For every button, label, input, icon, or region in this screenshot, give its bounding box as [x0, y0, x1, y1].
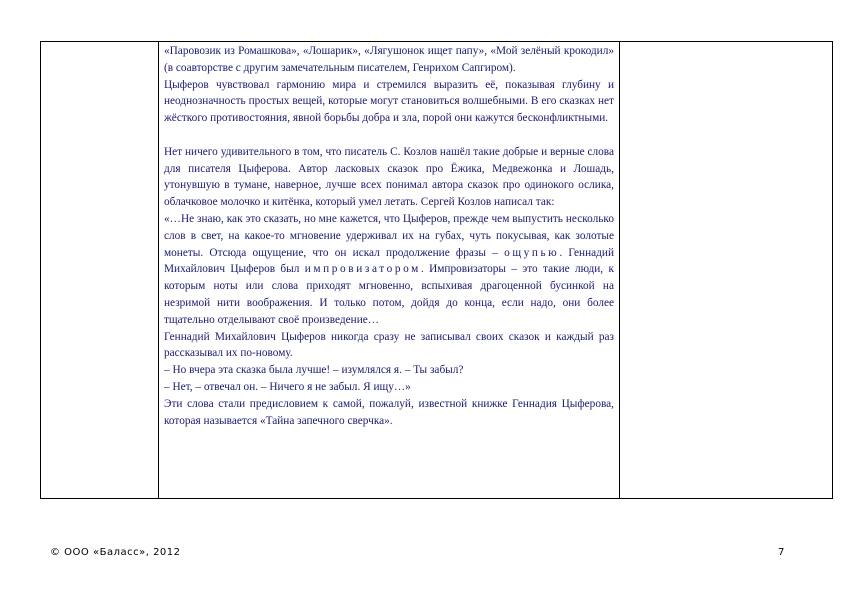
paragraph: «Паровозик из Ромашкова», «Лошарик», «Лягушонок ищет папу», «Мой зелёный крокодил» (в соавторстве с другим замечательным писателем, Генрихом Сапгиром). [164, 45, 614, 74]
right-column-cell [620, 42, 833, 499]
paragraph: Геннадий Михайлович Цыферов никогда сразу не записывал своих сказок и каждый раз рассказывал их по-новому. [164, 330, 614, 360]
article-text [159, 42, 619, 429]
quote-text: . Геннадий Михайлович Цыферов был [164, 246, 614, 276]
quote-text: «…Не знаю, как это сказать, но мне кажется, что Цыферов, прежде чем выпустить несколько слов в свет, на какое-то мгновение удерживал их на губах, чуть покусывая, как золотые монеты. Отсюда ощущение, что он искал продолжение фразы – [164, 212, 614, 259]
copyright-footer: © ООО «Баласс», 2012 [50, 547, 181, 558]
spaced-word: импровизатором [304, 263, 421, 276]
left-column-cell [41, 42, 159, 499]
table-row [41, 42, 833, 499]
page-number: 7 [778, 547, 785, 558]
spaced-word: ощупью [504, 246, 560, 259]
quote-text: . Импровизаторы – это такие люди, к которым ноты или слова приходят мгновенно, вспыхивая драгоценной бусинкой на незримой нити воображения. И только потом, дойдя до конца, если надо, они более тщательно отделывают своё произведение… [164, 263, 614, 326]
dialogue-line: – Нет, – отвечал он. – Ничего я не забыл. Я ищу…» [164, 380, 411, 393]
paragraph: Нет ничего удивительного в том, что писатель С. Козлов нашёл такие добрые и верные слова для писателя Цыферова. Автор ласковых сказок про Ёжика, Медвежонка и Лошадь, утонувшую в тумане, наверное, лучше всех понимал автора сказок про одинокого ослика, облачковое молочко и китёнка, который умел летать. Сергей Козлов написал так: [164, 145, 614, 209]
paragraph: Цыферов чувствовал гармонию мира и стремился выразить её, показывая глубину и неоднозначность простых вещей, которые могут становиться волшебными. В его сказках нет жёсткого противостояния, явной борьбы добра и зла, порой они кажутся бесконфликтными. [164, 78, 614, 125]
paragraph: Эти слова стали предисловием к самой, пожалуй, известной книжке Геннадия Цыферова, которая называется «Тайна запечного сверчка». [164, 397, 614, 427]
text-column-cell [159, 42, 620, 499]
content-table [40, 41, 833, 499]
quote-paragraph [164, 211, 614, 329]
dialogue-line: – Но вчера эта сказка была лучше! – изумлялся я. – Ты забыл? [164, 364, 464, 377]
